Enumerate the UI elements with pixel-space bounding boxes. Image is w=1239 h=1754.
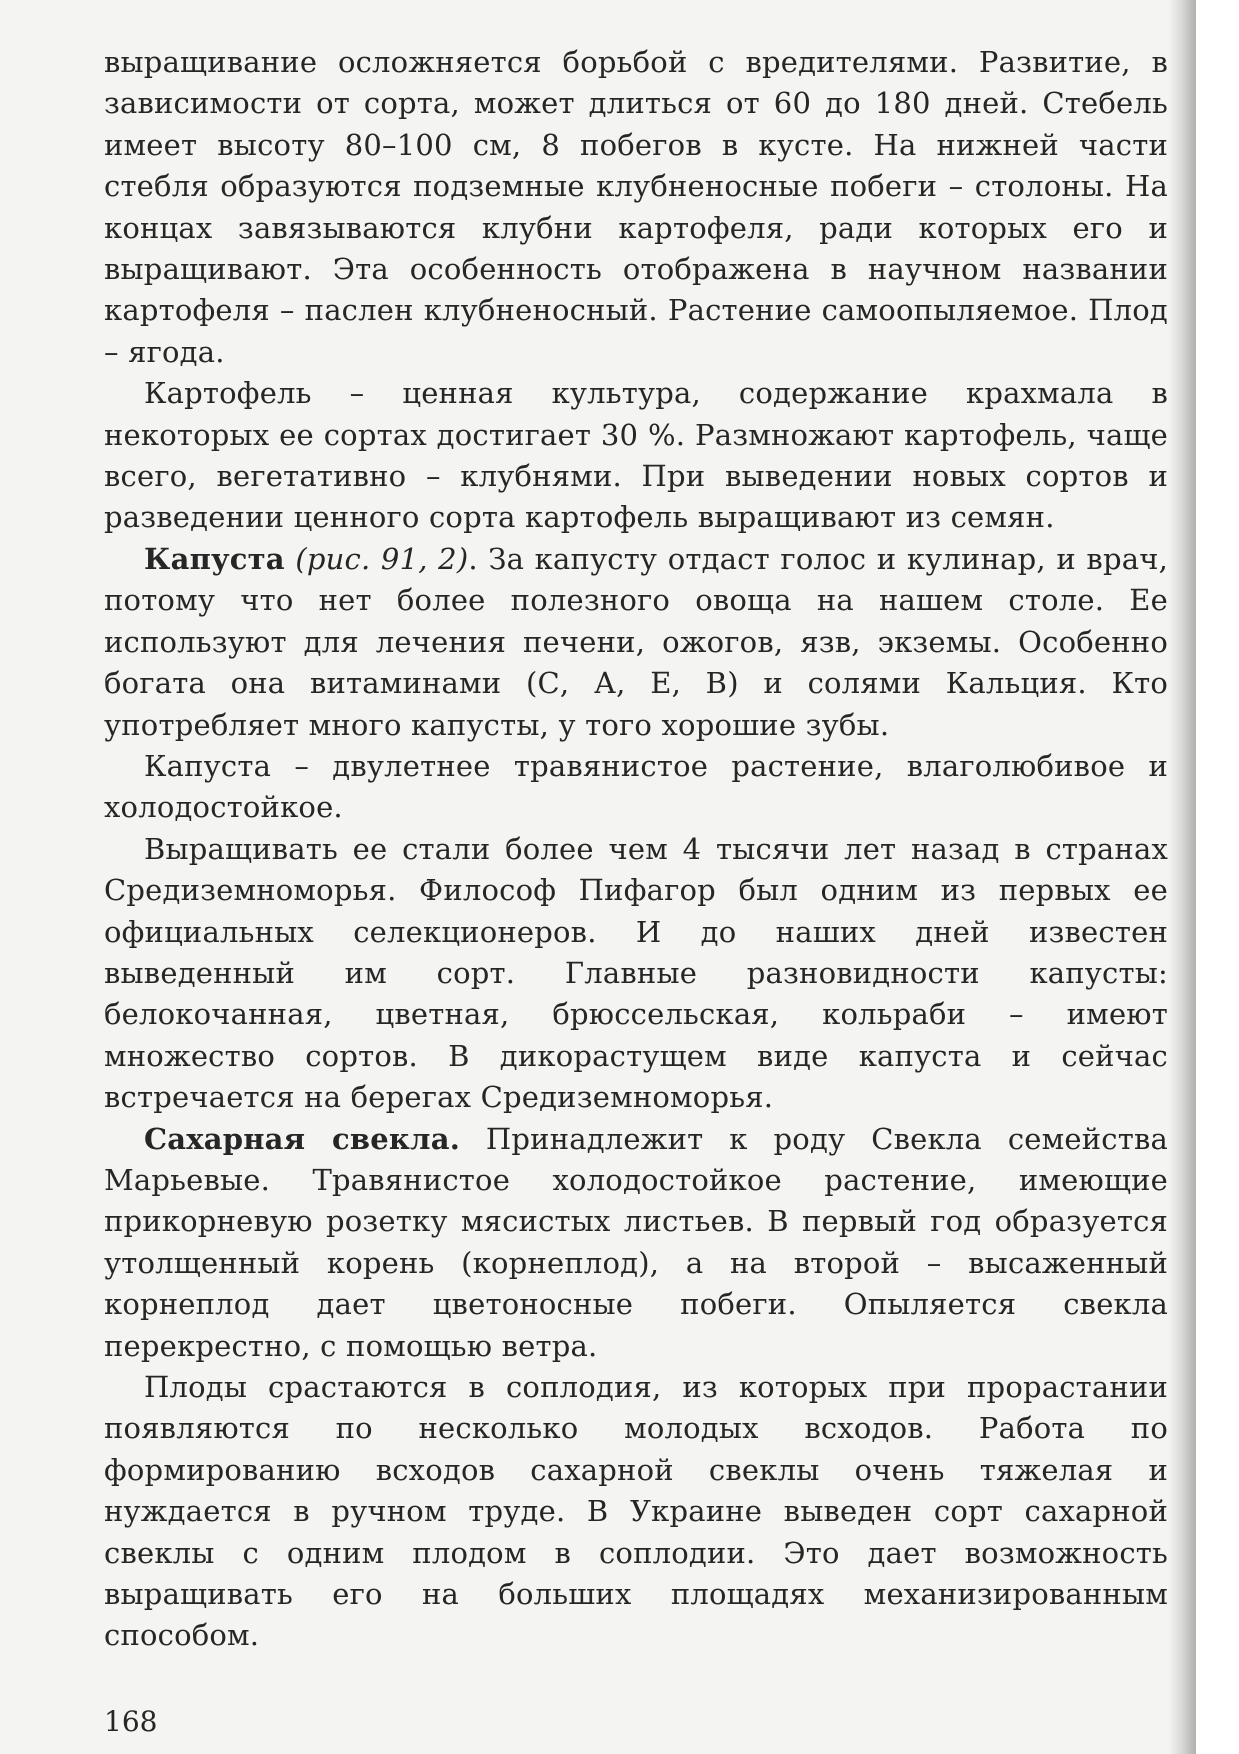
binding-shadow [1168, 0, 1196, 1754]
paragraph-text: Принадлежит к роду Свекла семейства Марьевые. Травянистое холодостойкое растение, имеющие прикорневую розетку мясистых листьев. В первый год образуется утолщенный корень (корнеплод), а на второй – высаженный корнеплод дает цветоносные побеги. Опыляется свекла перекрестно, с помощью ветра. [104, 1121, 1168, 1363]
term-heading-cabbage: Капуста [144, 541, 285, 576]
paragraph-text: Капуста – двулетнее травянистое растение, влаголюбивое и холодостойкое. [104, 748, 1168, 825]
figure-reference: (рис. 91, 2) [295, 541, 469, 576]
page-number: 168 [104, 1705, 158, 1738]
spacer-text [285, 542, 296, 576]
paragraph-potato-value [104, 373, 1168, 539]
paragraph-text: Выращивать ее стали более чем 4 тысячи лет назад в странах Средиземноморья. Философ Пифагор был одним из первых ее официальных селекционеров. И до наших дней известен выведенный им сорт. Главные разновидности капусты: белокочанная, цветная, брюссельская, кольраби – имеют множество сортов. В дикорастущем виде капуста и сейчас встречается на берегах Средиземноморья. [104, 831, 1168, 1115]
paragraph-text: выращивание осложняется борьбой с вредителями. Развитие, в зависимости от сорта, может длиться от 60 до 180 дней. Стебель имеет высоту 80–100 см, 8 побегов в кусте. На нижней части стебля образуются подземные клубненосные побеги – столоны. На концах завязываются клубни картофеля, ради которых его и выращивают. Эта особенность отображена в научном названии картофеля – паслен клубненосный. Растение самоопыляемое. Плод – ягода. [104, 45, 1168, 369]
scan-margin [1196, 0, 1239, 1754]
paragraph-cabbage-history [104, 829, 1168, 1119]
paragraph-text: . За капусту отдаст голос и кулинар, и врач, потому что нет более полезного овоща на нашем столе. Ее используют для лечения печени, ожогов, язв, экземы. Особенно богата она витаминами (С, А, Е, В) и солями Кальция. Кто употребляет много капусты, у того хорошие зубы. [104, 541, 1168, 742]
paragraph-cabbage-biology [104, 746, 1168, 829]
paragraph-cabbage-intro [104, 539, 1168, 746]
paragraph-sugar-beet-fruits [104, 1367, 1168, 1657]
paragraph-text: Картофель – ценная культура, содержание крахмала в некоторых ее сортах достигает 30 %. Размножают картофель, чаще всего, вегетативно – клубнями. При выведении новых сортов и разведении ценного сорта картофель выращивают из семян. [104, 376, 1168, 535]
body-text [104, 42, 1168, 1657]
paragraph-text: Плоды срастаются в соплодия, из которых при прорастании появляются по несколько молодых всходов. Работа по формированию всходов сахарной свеклы очень тяжелая и нуждается в ручном труде. В Украине выведен сорт сахарной свеклы с одним плодом в соплодии. Это дает возможность выращивать его на больших площадях механизированным способом. [104, 1370, 1168, 1653]
term-heading-sugar-beet: Сахарная свекла. [144, 1121, 460, 1156]
paragraph-potato-growth [104, 42, 1168, 373]
paragraph-sugar-beet-intro [104, 1119, 1168, 1367]
